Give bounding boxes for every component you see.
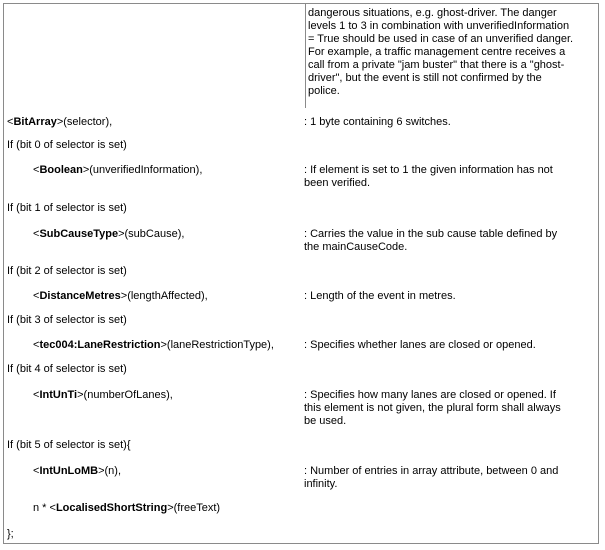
condition-bit-3: If (bit 3 of selector is set)	[7, 314, 127, 326]
intunlomb-declaration: <IntUnLoMB>(n),	[33, 465, 122, 477]
intunlomb-type: IntUnLoMB	[39, 465, 99, 477]
intunlomb-description: : Number of entries in array attribute, between 0 and infinity.	[304, 465, 559, 490]
lane-description: : Specifies whether lanes are closed or opened.	[304, 339, 536, 351]
intunti-type: IntUnTi	[39, 389, 78, 401]
subcause-declaration: <SubCauseType>(subCause),	[33, 228, 185, 240]
condition-bit-4: If (bit 4 of selector is set)	[7, 363, 127, 375]
intunti-description: : Specifies how many lanes are closed or opened. If this element is not given, the plural form shall always be used.	[304, 389, 561, 427]
condition-bit-5: If (bit 5 of selector is set){	[7, 439, 131, 451]
closing-brace: };	[7, 528, 14, 540]
column-divider	[305, 4, 306, 108]
lane-declaration: <tec004:LaneRestriction>(laneRestrictionType),	[33, 339, 274, 351]
subcause-description: : Carries the value in the sub cause table defined by the mainCauseCode.	[304, 228, 558, 253]
condition-bit-2: If (bit 2 of selector is set)	[7, 265, 127, 277]
bitarray-description: : 1 byte containing 6 switches.	[304, 116, 451, 128]
subcause-type: SubCauseType	[39, 228, 119, 240]
boolean-declaration: <Boolean>(unverifiedInformation),	[33, 164, 203, 176]
condition-bit-1: If (bit 1 of selector is set)	[7, 202, 127, 214]
bitarray-declaration: <BitArray>(selector),	[7, 116, 113, 128]
lane-type: tec004:LaneRestriction	[39, 339, 161, 351]
distance-type: DistanceMetres	[39, 290, 121, 302]
intunti-declaration: <IntUnTi>(numberOfLanes),	[33, 389, 173, 401]
document-frame	[3, 3, 599, 544]
localised-declaration: n * <LocalisedShortString>(freeText)	[33, 502, 221, 514]
distance-declaration: <DistanceMetres>(lengthAffected),	[33, 290, 208, 302]
localised-type: LocalisedShortString	[55, 502, 168, 514]
bitarray-type: BitArray	[13, 116, 57, 128]
boolean-type: Boolean	[39, 164, 83, 176]
condition-bit-0: If (bit 0 of selector is set)	[7, 139, 127, 151]
boolean-description: : If element is set to 1 the given information has not been verified.	[304, 164, 553, 189]
distance-description: : Length of the event in metres.	[304, 290, 456, 302]
intro-description: dangerous situations, e.g. ghost-driver. The danger levels 1 to 3 in combination with unverifiedInformation = True should be used in case of an unverified danger. For example, a traffic management centre receives a call from a private "jam buster" that there is a "ghost- driver", but the event is still not confirmed by the police.	[308, 7, 574, 97]
